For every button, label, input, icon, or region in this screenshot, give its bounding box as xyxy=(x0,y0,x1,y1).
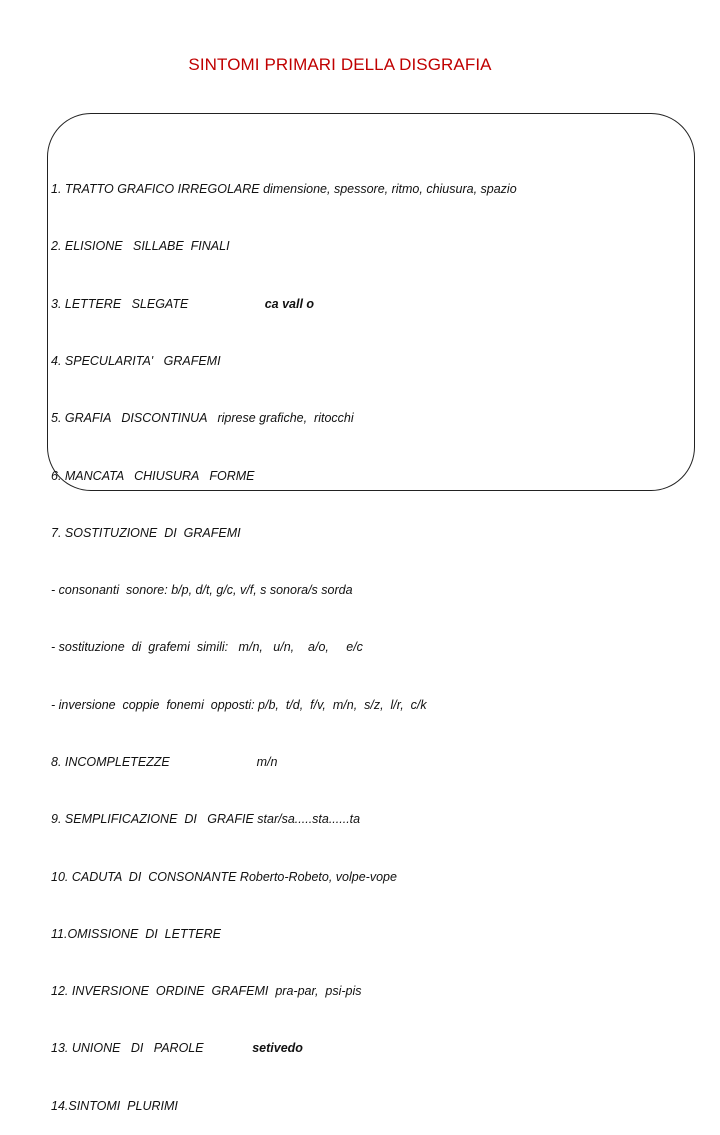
list-item-text: 1. TRATTO GRAFICO IRREGOLARE dimensione, spessore, ritmo, chiusura, spazio xyxy=(51,182,517,197)
list-item xyxy=(51,581,517,600)
list-item-text: 8. INCOMPLETEZZE m/n xyxy=(51,755,278,769)
list-item xyxy=(51,295,517,314)
list-item xyxy=(51,352,517,371)
list-item xyxy=(51,409,517,428)
list-item-text: 7. SOSTITUZIONE DI GRAFEMI xyxy=(51,525,241,540)
list-item xyxy=(51,638,517,657)
list-item-text: - inversione coppie fonemi opposti: p/b, t/d, f/v, m/n, s/z, l/r, c/k xyxy=(51,697,427,712)
list-item-text: 10. CADUTA DI CONSONANTE Roberto-Robeto, volpe-vope xyxy=(51,869,397,884)
list-item-text: 6. MANCATA CHIUSURA FORME xyxy=(51,468,255,483)
list-item xyxy=(51,180,517,199)
list-item xyxy=(51,810,517,829)
list-item xyxy=(51,1039,517,1058)
list-item-text: - consonanti sonore: b/p, d/t, g/c, v/f, s sonora/s sorda xyxy=(51,583,353,598)
list-item-text: 12. INVERSIONE ORDINE GRAFEMI pra-par, psi-pis xyxy=(51,984,362,999)
list-item xyxy=(51,868,517,887)
list-item xyxy=(51,925,517,944)
list-item-text: 13. UNIONE DI PAROLE xyxy=(51,1041,253,1056)
list-item-text: 4. SPECULARITA' GRAFEMI xyxy=(51,354,221,369)
list-item-text: 14.SINTOMI PLURIMI xyxy=(51,1098,178,1113)
list-item-text: 5. GRAFIA DISCONTINUA riprese grafiche, ritocchi xyxy=(51,411,354,426)
list-item-text: 2. ELISIONE SILLABE FINALI xyxy=(51,239,230,254)
list-item xyxy=(51,753,517,772)
list-item xyxy=(51,524,517,543)
list-item xyxy=(51,237,517,256)
list-item-example: ca vall o xyxy=(264,296,315,311)
list-item-text: 3. LETTERE SLEGATE xyxy=(51,296,265,311)
list-item-text: - sostituzione di grafemi simili: m/n, u/n, a/o, e/c xyxy=(51,640,363,655)
list-item xyxy=(51,696,517,715)
list-item-text: 9. SEMPLIFICAZIONE DI GRAFIE star/sa.....sta......ta xyxy=(51,812,361,827)
list-item xyxy=(51,982,517,1001)
symptom-list xyxy=(51,142,517,1135)
list-item xyxy=(51,1097,517,1116)
list-item xyxy=(51,467,517,486)
list-item-text: 11.OMISSIONE DI LETTERE xyxy=(51,926,221,941)
slide-title: SINTOMI PRIMARI DELLA DISGRAFIA xyxy=(188,55,492,74)
list-item-example: setivedo xyxy=(252,1041,303,1056)
